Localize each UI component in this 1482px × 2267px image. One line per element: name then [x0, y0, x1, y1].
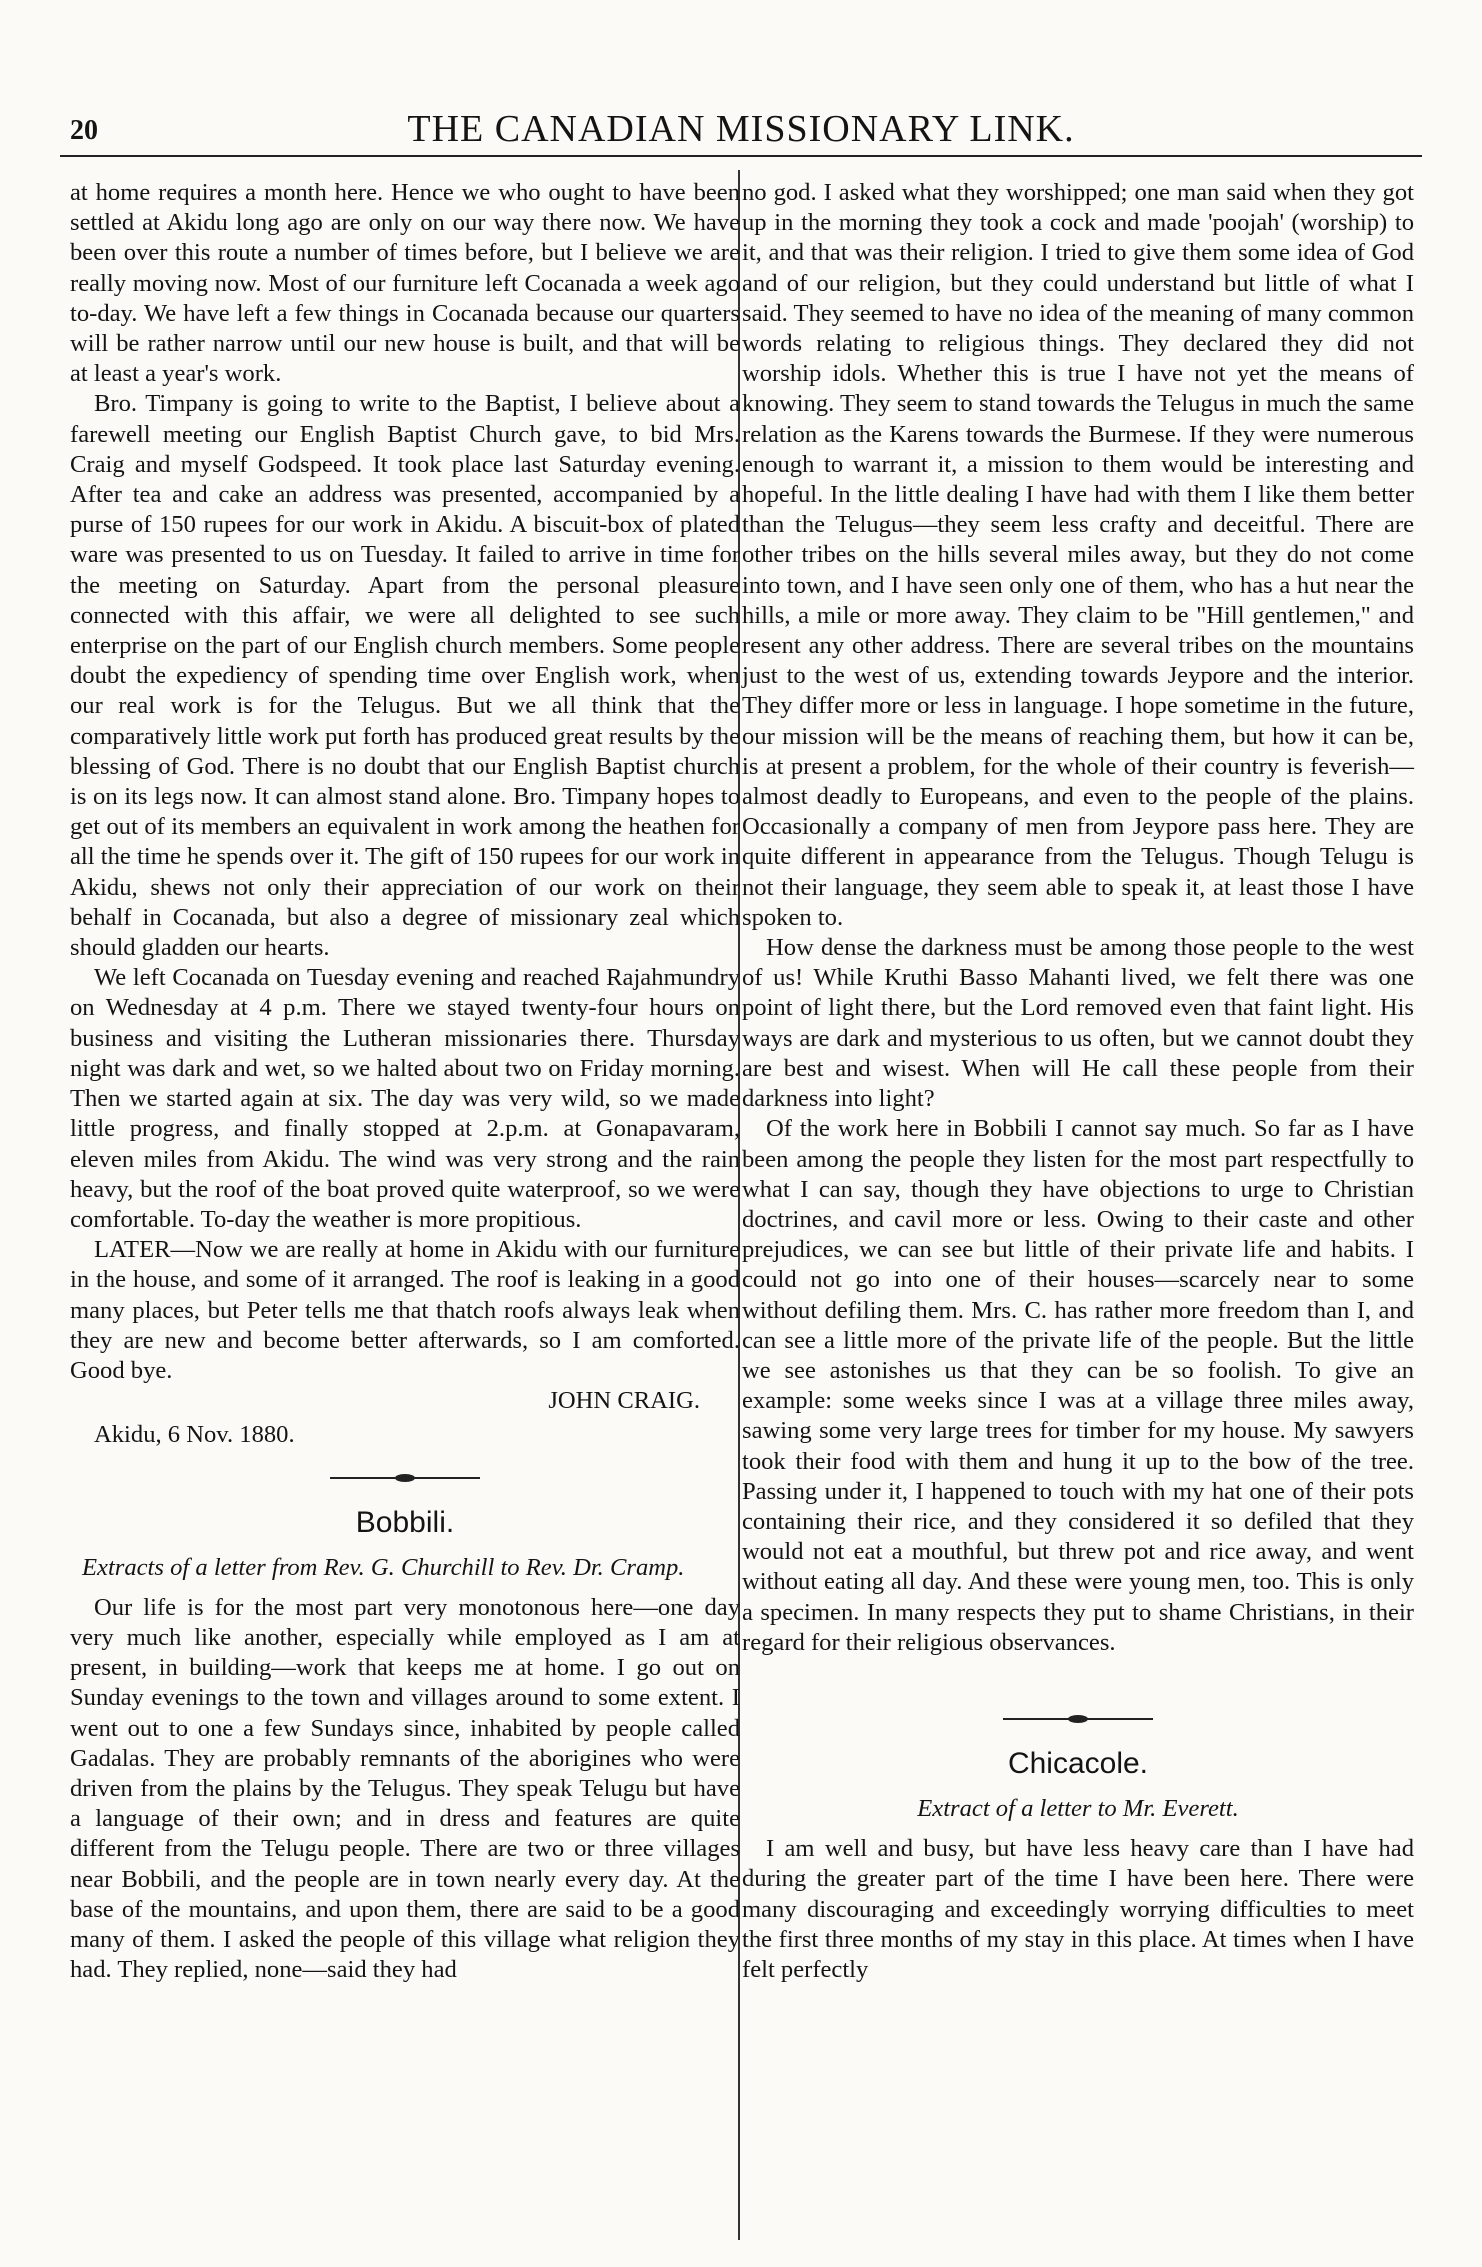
letter-paragraph: Of the work here in Bobbili I cannot say much. So far as I have been among the people they listen for the most part respectfully to what I can say, though they have objections to urge to Christian doctrines, and cavil more or less. Owing to their caste and other prejudices, we can see but little of their private life and habits. I could not go into one of their houses—scarcely near to some without defiling them. Mrs. C. has rather more freedom than I, and can see a little more of the private life of the people. But the little we see astonishes us that they can be so foolish. To give an example: some weeks since I was at a village three miles away, sawing some very large trees for timber for my house. My sawyers took their food with them and hung it up to the bow of the tree. Passing under it, I happened to touch with my hat one of their pots containing their rice, and they considered it so defiled that they would not eat a mouthful, but threw pot and rice away, and went without eating all day. And these were young men, too. This is only a specimen. In many respects they put to shame Christians, in their regard for their religious observances.: [742, 1115, 1414, 1656]
section-paragraph: I am well and busy, but have less heavy care than I have had during the greater part of the time I have been here. There were many discouraging and exceedingly worrying difficulties to meet the first three months of my stay in this place. At times when I have felt perfectly: [742, 1835, 1414, 1983]
letter-paragraph: Bro. Timpany is going to write to the Baptist, I believe about a farewell meeting our English Baptist Church gave, to bid Mrs. Craig and myself Godspeed. It took place last Saturday evening. After tea and cake an address was presented, accompanied by a purse of 150 rupees for our work in Akidu. A biscuit-box of plated ware was presented to us on Tuesday. It failed to arrive in time for the meeting on Saturday. Apart from the personal pleasure connected with this affair, we were all delighted to see such enterprise on the part of our English church members. Some people doubt the expediency of spending time over English work, when our real work is for the Telugus. But we all think that the comparatively little work put forth has produced great results by the blessing of God. There is no doubt that our English Baptist church is on its legs now. It can almost stand alone. Bro. Timpany hopes to get out of its members an equivalent in work among the heathen for all the time he spends over it. The gift of 150 rupees for our work in Akidu, shews not only their appreciation of our work on their behalf in Cocanada, but also a degree of missionary zeal which should gladden our hearts.: [70, 390, 740, 962]
letter-paragraph: no god. I asked what they worshipped; one man said when they got up in the morning they took a cock and made 'poojah' (worship) to it, and that was their religion. I tried to give them some idea of God and of our religion, but they could understand but little of what I said. They seemed to have no idea of the meaning of many common words relating to religious things. They declared they did not worship idols. Whether this is true I have not yet the means of knowing. They seem to stand towards the Telugus in much the same relation as the Karens towards the Burmese. If they were numerous enough to warrant it, a mission to them would be interesting and hopeful. In the little dealing I have had with them I like them better than the Telugus—they seem less crafty and deceitful. There are other tribes on the hills several miles away, but they do not come into town, and I have seen only one of them, who has a hut near the hills, a mile or more away. They claim to be "Hill gentlemen," and resent any other address. There are several tribes on the mountains just to the west of us, extending towards Jeypore and the interior. They differ more or less in language. I hope sometime in the future, our mission will be the means of reaching them, but how it can be, is at present a problem, for the whole of their country is feverish—almost deadly to Europeans, and even to the people of the plains. Occasionally a company of men from Jeypore pass here. They are quite different in appearance from the Telugus. Though Telugu is not their language, they seem able to speak it, at least those I have spoken to.: [742, 179, 1414, 931]
section-title-bobbili: Bobbili.: [355, 1505, 455, 1539]
dateline: Akidu, 6 Nov. 1880.: [94, 1421, 295, 1449]
signature: JOHN CRAIG.: [548, 1387, 700, 1415]
section-subtitle: Extract of a letter to Mr. Everett.: [917, 1794, 1239, 1822]
section-rule: [330, 1477, 480, 1479]
letter-paragraph: at home requires a month here. Hence we who ought to have been settled at Akidu long ago are only on our way there now. We have been over this route a number of times before, but I believe we are really moving now. Most of our furniture left Cocanada a week ago to-day. We have left a few things in Cocanada because our quarters will be rather narrow until our new house is built, and that will be at least a year's work.: [70, 179, 740, 388]
section-rule: [1003, 1718, 1153, 1720]
letter-paragraph: LATER—Now we are really at home in Akidu with our furniture in the house, and some of it arranged. The roof is leaking in a good many places, but Peter tells me that thatch roofs always leak when they are new and become better afterwards, so I am comforted. Good bye.: [70, 1236, 740, 1384]
section-subtitle: Extracts of a letter from Rev. G. Churchill to Rev. Dr. Cramp.: [82, 1553, 685, 1581]
section-paragraph: Our life is for the most part very monotonous here—one day very much like another, especially while employed as I am at present, in building—work that keeps me at home. I go out on Sunday evenings to the town and villages around to some extent. I went out to one a few Sundays since, inhabited by people called Gadalas. They are probably remnants of the aborigines who were driven from the plains by the Telugus. They speak Telugu but have a language of their own; and in dress and features are quite different from the Telugu people. There are two or three villages near Bobbili, and the people are in town nearly every day. At the base of the mountains, and upon them, there are said to be a good many of them. I asked the people of this village what religion they had. They replied, none—said they had: [70, 1593, 740, 1984]
running-title: THE CANADIAN MISSIONARY LINK.: [407, 108, 1075, 150]
section-title-chicacole: Chicacole.: [1007, 1746, 1149, 1780]
letter-paragraph: We left Cocanada on Tuesday evening and reached Rajahmundry on Wednesday at 4 p.m. There we stayed twenty-four hours on business and visiting the Lutheran missionaries there. Thursday night was dark and wet, so we halted about two on Friday morning. Then we started again at six. The day was very wild, so we made little progress, and finally stopped at 2.p.m. at Gonapavaram, eleven miles from Akidu. The wind was very strong and the rain heavy, but the roof of the boat proved quite waterproof, so we were comfortable. To-day the weather is more propitious.: [70, 964, 740, 1233]
page-header: [60, 95, 1422, 157]
right-column: [742, 178, 1414, 1985]
page-number: 20: [70, 115, 98, 146]
letter-paragraph: How dense the darkness must be among those people to the west of us! While Kruthi Basso Mahanti lived, we felt there was one point of light there, but the Lord removed even that faint light. His ways are dark and mysterious to us often, but we cannot doubt they are best and wisest. When will He call these people from their darkness into light?: [742, 934, 1414, 1113]
left-column: [70, 178, 740, 1985]
